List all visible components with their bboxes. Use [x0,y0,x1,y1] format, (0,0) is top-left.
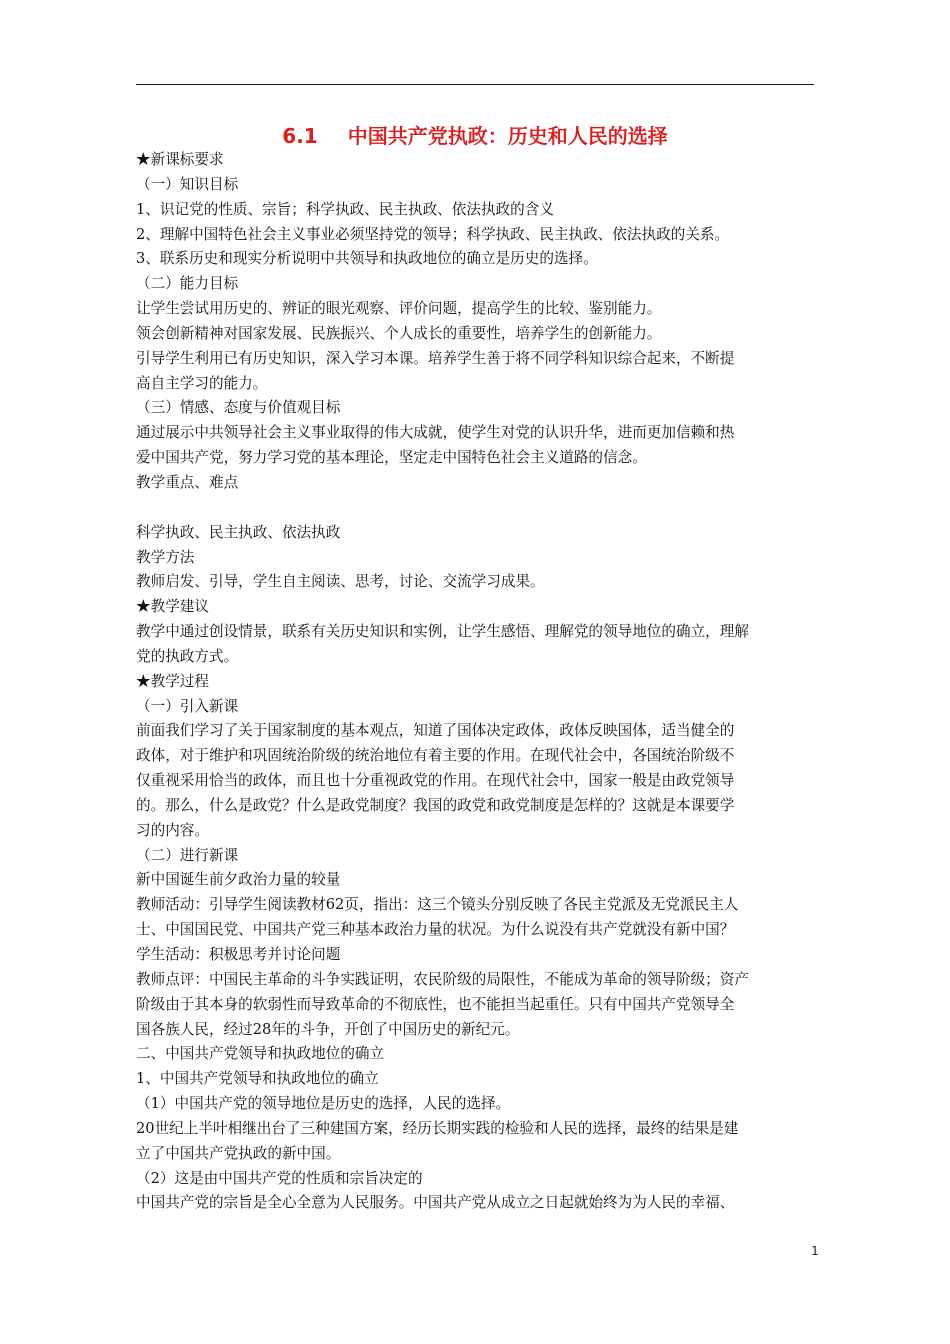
page-number: 1 [811,1244,819,1258]
text-line: 党的执政方式。 [136,647,239,665]
text-line: 国各族人民，经过28年的斗争，开创了中国历史的新纪元。 [136,1020,520,1038]
text-line: 领会创新精神对国家发展、民族振兴、个人成长的重要性，培养学生的创新能力。 [136,324,662,342]
text-line: 仅重视采用恰当的政体，而且也十分重视政党的作用。在现代社会中，国家一般是由政党领导 [136,772,735,790]
text-line: ★教学建议 [136,598,209,616]
document-body [136,148,816,1216]
text-line: （二）能力目标 [136,275,239,293]
text-line: （一）引入新课 [136,697,239,715]
text-line: 新中国诞生前夕政治力量的较量 [136,871,341,889]
text-line: 政体，对于维护和巩固统治阶级的统治地位有着主要的作用。在现代社会中，各国统治阶级不 [136,747,735,765]
text-line: 二、中国共产党领导和执政地位的确立 [136,1045,385,1063]
text-line: 学生活动：积极思考并讨论问题 [136,946,341,963]
title-number: 6.1 [282,124,318,148]
text-line: 让学生尝试用历史的、辨证的眼光观察、评价问题，提高学生的比较、鉴别能力。 [136,300,662,318]
header-rule [136,84,814,85]
text-line: 爱中国共产党，努力学习党的基本理论，坚定走中国特色社会主义道路的信念。 [136,449,647,467]
text-line: 2、理解中国特色社会主义事业必须坚持党的领导；科学执政、民主执政、依法执政的关系。 [136,225,730,243]
text-line: 教学中通过创设情景，联系有关历史知识和实例，让学生感悟、理解党的领导地位的确立，理解 [136,623,749,641]
text-line: 通过展示中共领导社会主义事业取得的伟大成就，使学生对党的认识升华，进而更加信赖和热 [136,424,735,442]
text-line: 士、中国国民党、中国共产党三种基本政治力量的状况。为什么说没有共产党就没有新中国？ [136,921,735,939]
title-text: 中国共产党执政：历史和人民的选择 [347,124,668,148]
text-line: 教学重点、难点 [136,473,239,491]
text-line: 教师点评：中国民主革命的斗争实践证明，农民阶级的局限性，不能成为革命的领导阶级；资产 [136,970,749,988]
text-line: 1、中国共产党领导和执政地位的确立 [136,1070,379,1088]
text-line: 教学方法 [136,548,195,566]
text-line: （三）情感、态度与价值观目标 [136,399,341,417]
text-line: 教师启发、引导，学生自主阅读、思考，讨论、交流学习成果。 [136,573,545,591]
document-title [136,122,814,150]
text-line: 立了中国共产党执政的新中国。 [136,1144,341,1162]
text-line: 高自主学习的能力。 [136,374,268,392]
text-line: 习的内容。 [136,821,209,839]
text-line: ★新课标要求 [136,151,224,168]
text-line: 的。那么，什么是政党？什么是政党制度？我国的政党和政党制度是怎样的？这就是本课要学 [136,796,735,814]
text-line: 3、联系历史和现实分析说明中共领导和执政地位的确立是历史的选择。 [136,250,598,268]
text-line: （二）进行新课 [136,846,239,864]
text-line: ★教学过程 [136,672,209,690]
text-line: 1、识记党的性质、宗旨；科学执政、民主执政、依法执政的含义 [136,200,554,218]
text-line: 中国共产党的宗旨是全心全意为人民服务。中国共产党从成立之日起就始终为为人民的幸福、 [136,1194,735,1212]
text-line: 科学执政、民主执政、依法执政 [136,523,341,541]
text-line [136,496,816,521]
text-line: 20世纪上半叶相继出台了三种建国方案，经历长期实践的检验和人民的选择，最终的结果是建 [136,1119,739,1137]
text-line: （1）中国共产党的领导地位是历史的选择，人民的选择。 [136,1095,511,1113]
text-line: 引导学生利用已有历史知识，深入学习本课。培养学生善于将不同学科知识综合起来，不断提 [136,349,735,367]
text-line: 教师活动：引导学生阅读教材62页，指出：这三个镜头分别反映了各民主党派及无党派民主人 [136,896,739,914]
text-line: 前面我们学习了关于国家制度的基本观点，知道了国体决定政体，政体反映国体，适当健全的 [136,722,735,740]
text-line: （2）这是由中国共产党的性质和宗旨决定的 [136,1169,423,1187]
text-line: （一）知识目标 [136,175,239,193]
text-line: 阶级由于其本身的软弱性而导致革命的不彻底性，也不能担当起重任。只有中国共产党领导全 [136,995,735,1013]
